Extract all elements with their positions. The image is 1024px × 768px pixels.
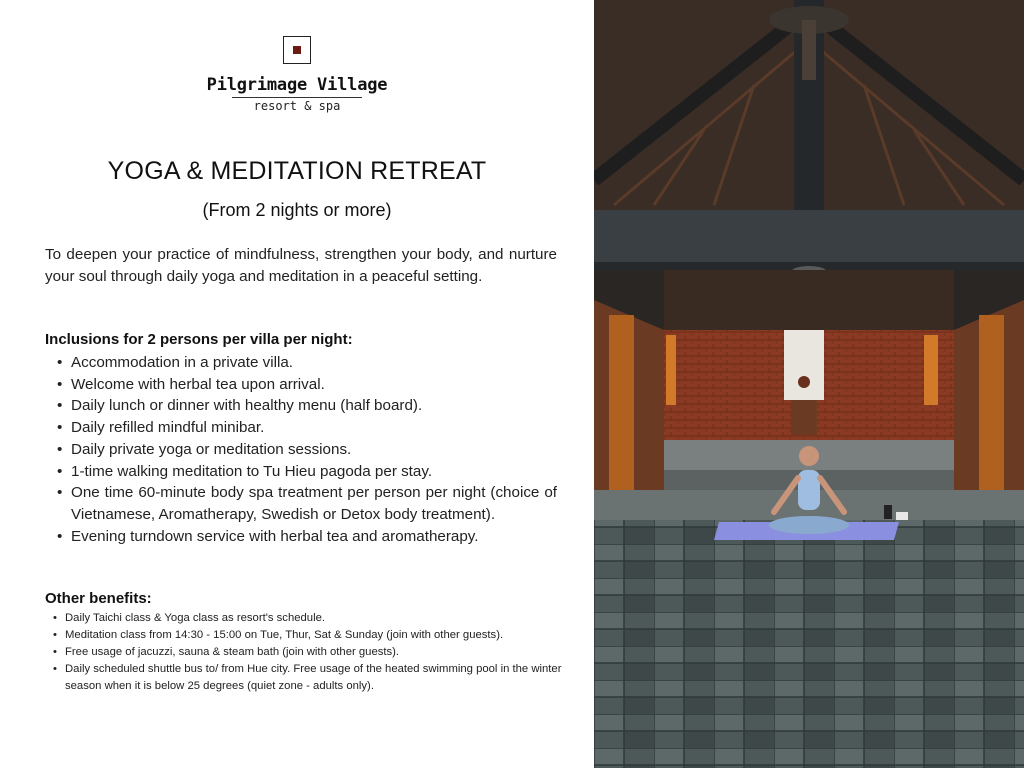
yoga-hall-photo: [594, 0, 1024, 768]
resort-logo: [0, 36, 594, 113]
yoga-hall-illustration: [594, 0, 1024, 768]
page-subtitle: (From 2 nights or more): [202, 200, 392, 220]
logo-name: Pilgrimage Village: [206, 75, 388, 95]
list-item: • Accommodation in a private villa.: [45, 352, 557, 374]
list-item: • Meditation class from 14:30 - 15:00 on Tue, Thur, Sat & Sunday (join with other guests).: [45, 627, 565, 644]
list-item: • One time 60-minute body spa treatment per person per night (choice of Vietnamese, Aromatherapy, Swedish or Detox body treatment).: [45, 482, 557, 525]
list-item: • Daily lunch or dinner with healthy menu (half board).: [45, 395, 557, 417]
other-benefits-list: [45, 610, 565, 695]
list-item: • Daily Taichi class & Yoga class as resort's schedule.: [45, 610, 565, 627]
list-item: • Evening turndown service with herbal tea and aromatherapy.: [45, 526, 557, 548]
list-item: • Free usage of jacuzzi, sauna & steam bath (join with other guests).: [45, 644, 565, 661]
logo-divider: [232, 97, 362, 98]
inclusions-heading: Inclusions for 2 persons per villa per night:: [45, 331, 353, 348]
list-item: • Daily refilled mindful minibar.: [45, 417, 557, 439]
logo-square-icon: [283, 36, 311, 64]
list-item: • Daily scheduled shuttle bus to/ from Hue city. Free usage of the heated swimming pool in the winter season when it is below 25 degrees (quiet zone - adults only).: [45, 661, 565, 695]
page-title: YOGA & MEDITATION RETREAT: [107, 157, 487, 185]
other-benefits-heading: Other benefits:: [45, 590, 152, 607]
list-item: • Daily private yoga or meditation sessions.: [45, 439, 557, 461]
intro-paragraph: To deepen your practice of mindfulness, strengthen your body, and nurture your soul through daily yoga and meditation in a peaceful setting.: [45, 246, 557, 285]
list-item: • Welcome with herbal tea upon arrival.: [45, 374, 557, 396]
inclusions-list: [45, 352, 557, 547]
list-item: • 1-time walking meditation to Tu Hieu pagoda per stay.: [45, 461, 557, 483]
logo-subtitle: resort & spa: [253, 99, 341, 113]
